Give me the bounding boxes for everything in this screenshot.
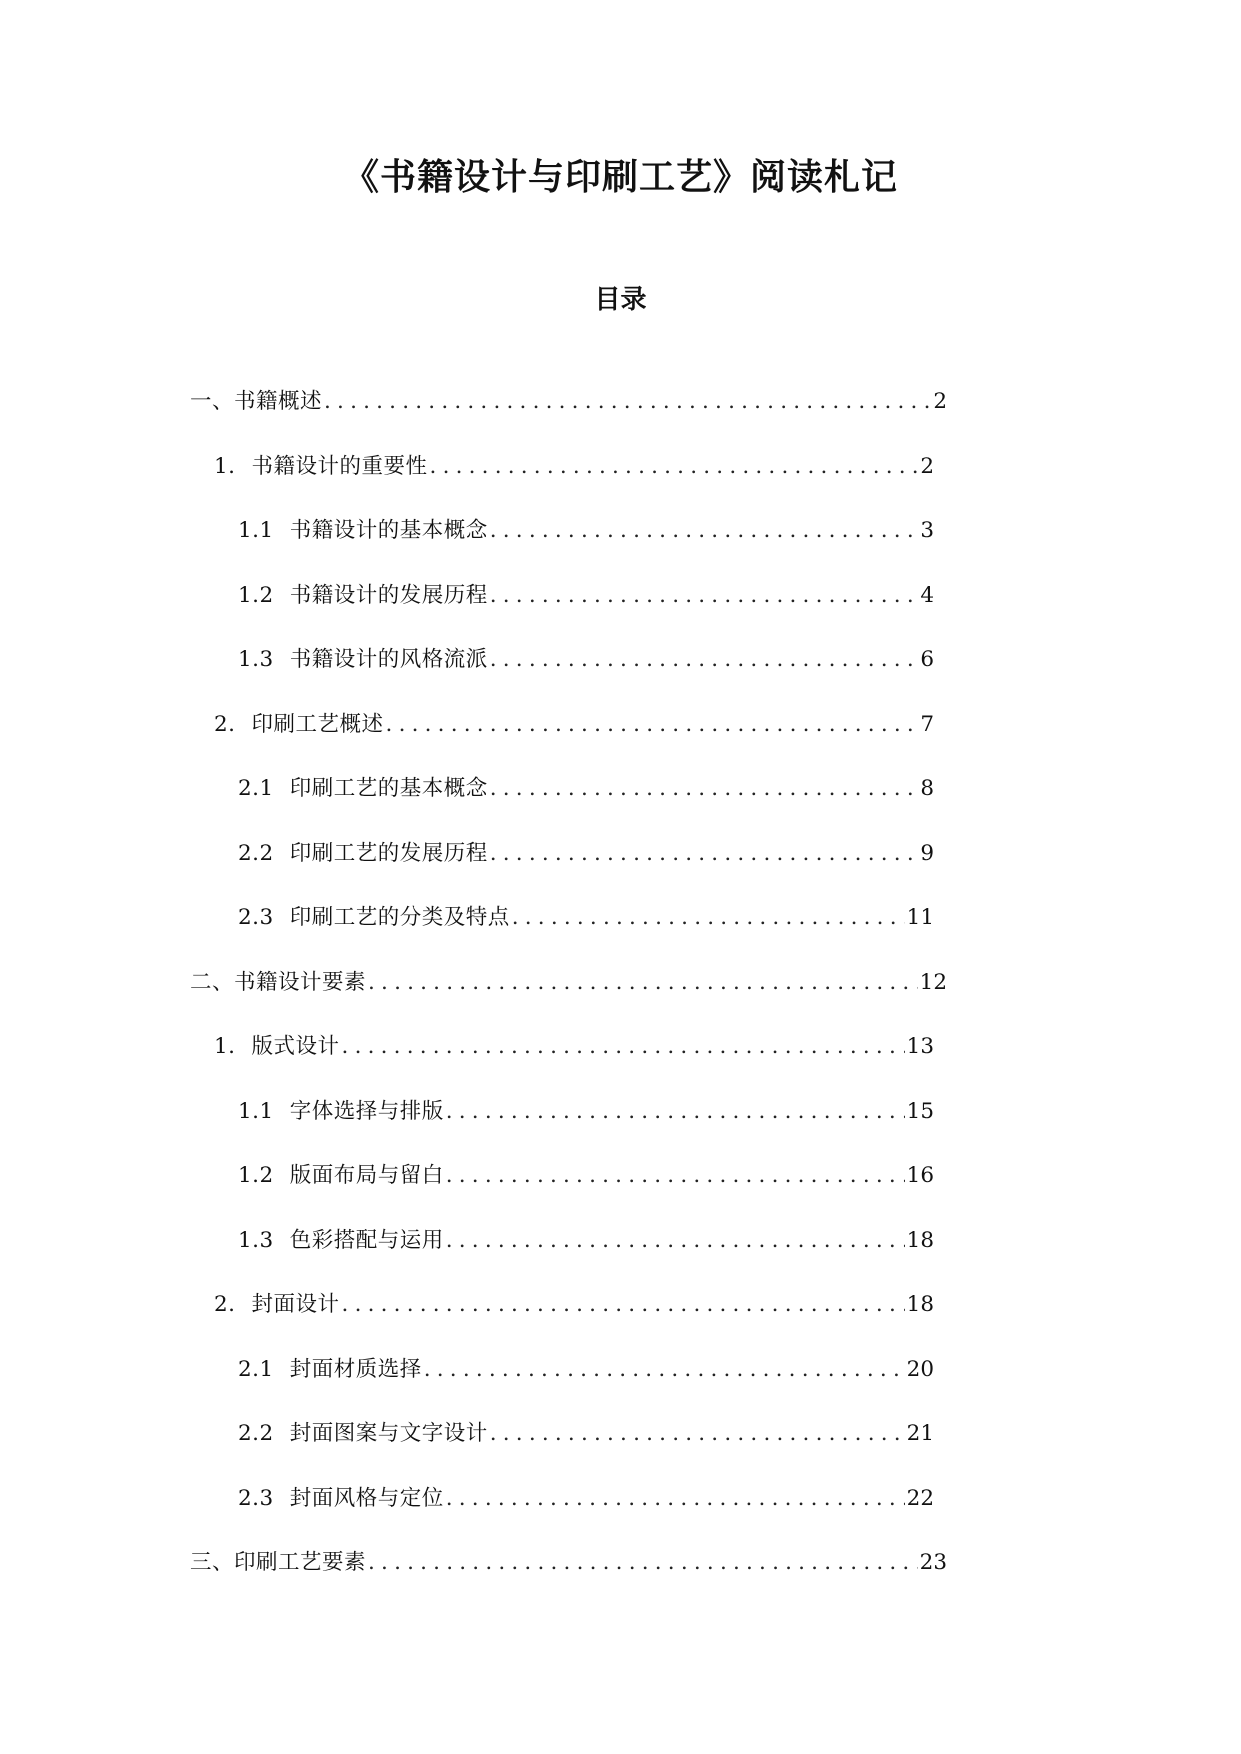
toc-entry-page-number: 13 (906, 1034, 934, 1059)
toc-entry-page-number: 11 (906, 905, 934, 930)
toc-dot-leader (446, 1156, 905, 1196)
toc-entry[interactable] (238, 576, 934, 616)
toc-entry-text: 二、书籍设计要素 (190, 969, 367, 995)
toc-dot-leader (446, 1479, 905, 1519)
toc-entry-page-number: 2 (933, 389, 947, 414)
toc-entry-number: 2.3 (238, 1485, 274, 1511)
toc-dot-leader (490, 834, 919, 874)
toc-entry[interactable] (238, 769, 934, 809)
toc-entry-number: 2.1 (238, 1356, 274, 1382)
toc-entry-text: 书籍设计的风格流派 (289, 647, 488, 672)
toc-entry[interactable] (214, 705, 934, 745)
toc-entry-page-number: 7 (920, 711, 934, 737)
toc-entry-number: 1.2 (238, 1163, 274, 1188)
toc-entry-page-number: 3 (920, 518, 934, 543)
toc-entry-label (214, 1285, 340, 1325)
toc-entry-text: 印刷工艺概述 (251, 711, 384, 737)
toc-entry-page-number: 12 (919, 969, 947, 995)
toc-entry-text: 封面风格与定位 (289, 1485, 444, 1511)
toc-entry-page-number: 18 (906, 1227, 934, 1253)
toc-entry-number: 2. (214, 1292, 236, 1317)
toc-dot-leader (490, 640, 919, 680)
document-title: 《书籍设计与印刷工艺》阅读札记 (342, 157, 898, 198)
toc-heading: 目录 (594, 285, 647, 315)
toc-entry-label (214, 447, 428, 487)
toc-entry-label (238, 898, 510, 938)
toc-entry-text: 印刷工艺的发展历程 (289, 840, 488, 866)
toc-entry-number: 1. (214, 1034, 236, 1059)
toc-entry-page-number: 18 (906, 1292, 934, 1317)
toc-dot-leader (490, 1414, 905, 1454)
toc-dot-leader (386, 705, 919, 745)
toc-entry-page-number: 20 (906, 1356, 934, 1382)
toc-entry-label (238, 769, 488, 809)
toc-entry-number: 2. (214, 711, 236, 737)
toc-entry-number: 1.1 (238, 518, 274, 543)
toc-entry-number: 1. (214, 453, 236, 479)
toc-entry-number: 1.2 (238, 582, 274, 608)
toc-entry-page-number: 2 (920, 453, 934, 479)
toc-dot-leader (490, 511, 919, 551)
toc-entry-number: 2.2 (238, 1421, 274, 1446)
toc-dot-leader (368, 963, 918, 1003)
toc-entry-label (214, 705, 384, 745)
toc-entry-text: 色彩搭配与运用 (289, 1227, 444, 1253)
toc-entry-label (238, 1414, 488, 1454)
toc-entry-text: 封面设计 (251, 1292, 340, 1317)
toc-entry[interactable] (190, 1543, 947, 1583)
toc-entry-page-number: 6 (920, 647, 934, 672)
toc-entry-label (238, 1221, 444, 1261)
toc-entry[interactable] (190, 382, 947, 422)
toc-dot-leader (424, 1350, 905, 1390)
toc-entry-label (238, 834, 488, 874)
toc-entry[interactable] (238, 511, 934, 551)
toc-entry-text: 印刷工艺的分类及特点 (289, 905, 510, 930)
toc-entry-text: 书籍设计的重要性 (251, 453, 428, 479)
toc-dot-leader (446, 1092, 905, 1132)
toc-entry-number: 1.3 (238, 647, 274, 672)
toc-entry-number: 2.2 (238, 840, 274, 866)
toc-entry-label (238, 1156, 444, 1196)
toc-entry-text: 书籍设计的发展历程 (289, 582, 488, 608)
toc-entry-page-number: 16 (906, 1163, 934, 1188)
toc-entry-text: 封面图案与文字设计 (289, 1421, 488, 1446)
toc-entry[interactable] (238, 898, 934, 938)
toc-entry[interactable] (238, 640, 934, 680)
toc-entry[interactable] (238, 1156, 934, 1196)
toc-entry-page-number: 15 (906, 1098, 934, 1124)
toc-entry-label (238, 1479, 444, 1519)
toc-entry-label (190, 1543, 366, 1583)
toc-entry-text: 版式设计 (251, 1034, 340, 1059)
toc-entry[interactable] (238, 1414, 934, 1454)
toc-entry-number: 1.1 (238, 1098, 274, 1124)
toc-entry-number: 1.3 (238, 1227, 274, 1253)
toc-dot-leader (446, 1221, 905, 1261)
toc-entry-text: 封面材质选择 (289, 1356, 422, 1382)
toc-entry-page-number: 8 (920, 776, 934, 801)
toc-entry-page-number: 22 (906, 1485, 934, 1511)
toc-entry-label (238, 576, 488, 616)
toc-entry-page-number: 9 (920, 840, 934, 866)
toc-entry-label (238, 1092, 444, 1132)
toc-entry[interactable] (238, 1479, 934, 1519)
toc-entry-text: 字体选择与排版 (289, 1098, 444, 1124)
toc-entry[interactable] (214, 1027, 934, 1067)
toc-entry[interactable] (214, 447, 934, 487)
toc-dot-leader (342, 1027, 905, 1067)
toc-entry-label (238, 640, 488, 680)
toc-entry-label (238, 1350, 422, 1390)
toc-entry-label (190, 963, 366, 1003)
toc-dot-leader (512, 898, 905, 938)
toc-entry-label (190, 382, 322, 422)
toc-dot-leader (368, 1543, 918, 1583)
toc-entry-text: 一、书籍概述 (190, 389, 323, 414)
toc-entry-text: 三、印刷工艺要素 (190, 1550, 367, 1575)
toc-dot-leader (490, 769, 919, 809)
toc-entry[interactable] (238, 1221, 934, 1261)
toc-entry-label (238, 511, 488, 551)
toc-entry-text: 版面布局与留白 (289, 1163, 444, 1188)
toc-dot-leader (490, 576, 919, 616)
toc-dot-leader (342, 1285, 905, 1325)
toc-entry-page-number: 23 (919, 1550, 947, 1575)
toc-entry-text: 印刷工艺的基本概念 (289, 776, 488, 801)
toc-entry-page-number: 4 (920, 582, 934, 608)
toc-entry[interactable] (190, 963, 947, 1003)
toc-entry[interactable] (238, 1350, 934, 1390)
toc-entry[interactable] (238, 834, 934, 874)
toc-dot-leader (430, 447, 919, 487)
toc-entry-label (214, 1027, 340, 1067)
toc-entry[interactable] (238, 1092, 934, 1132)
toc-dot-leader (324, 382, 931, 422)
toc-entry-number: 2.1 (238, 776, 274, 801)
toc-entry-page-number: 21 (906, 1421, 934, 1446)
toc-entry-text: 书籍设计的基本概念 (289, 518, 488, 543)
toc-entry[interactable] (214, 1285, 934, 1325)
toc-entry-number: 2.3 (238, 905, 274, 930)
